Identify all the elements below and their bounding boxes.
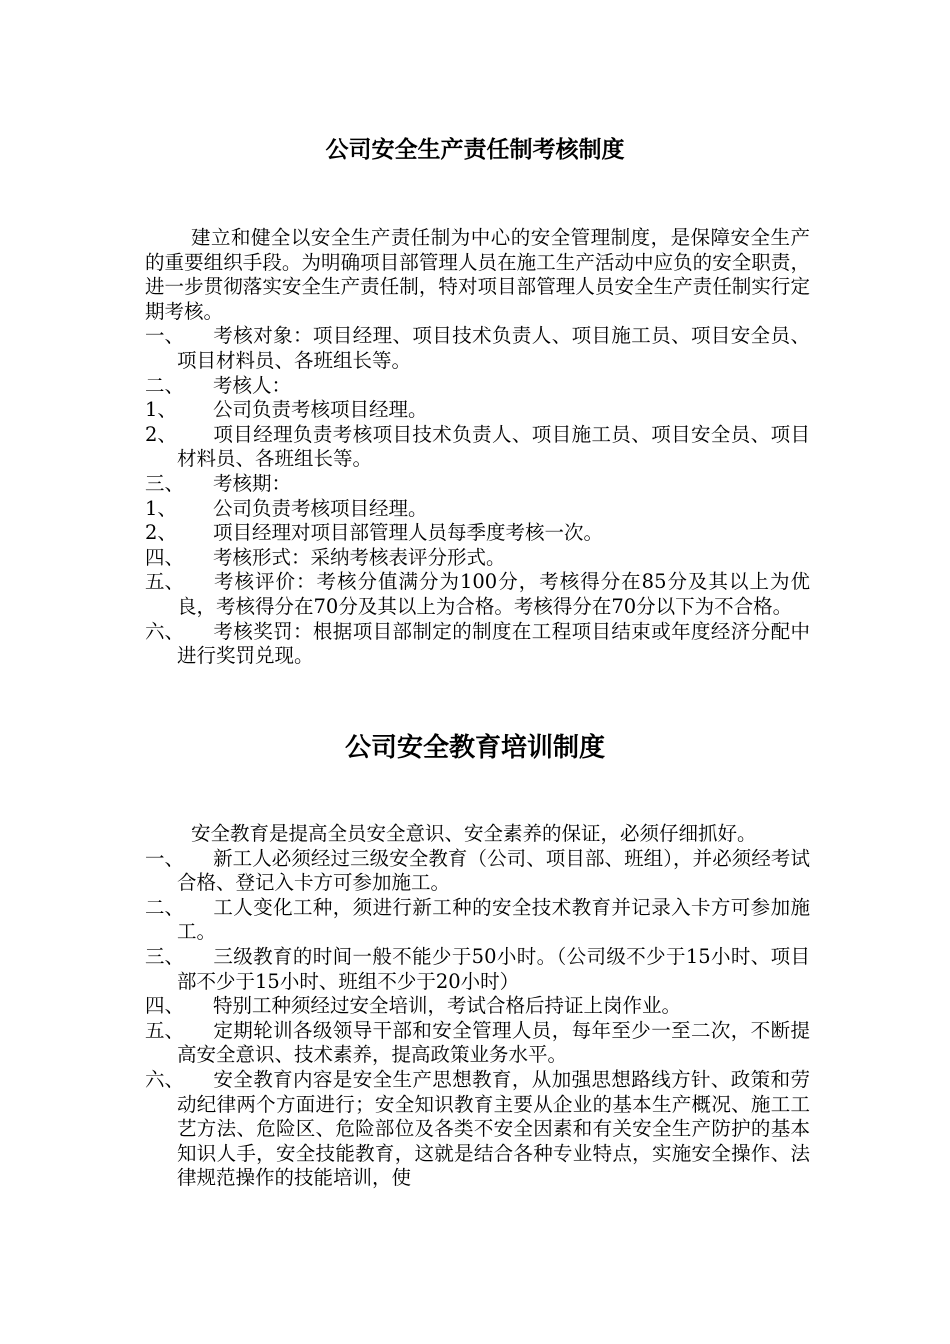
- list-item: [145, 374, 810, 399]
- item-text: 公司负责考核项目经理。: [213, 496, 428, 520]
- item-number: 四、: [145, 994, 185, 1018]
- item-number: 六、: [145, 1067, 185, 1091]
- section2-body: [145, 822, 810, 1191]
- item-text: 项目经理负责考核项目技术负责人、项目施工员、项目安全员、项目材料员、各班组长等。: [177, 422, 810, 471]
- item-number: 1、: [145, 398, 177, 422]
- item-text: 项目经理对项目部管理人员每季度考核一次。: [213, 521, 604, 545]
- item-number: 三、: [145, 471, 185, 495]
- item-number: 一、: [145, 846, 185, 870]
- item-number: 五、: [145, 1018, 185, 1042]
- section2-intro: 安全教育是提高全员安全意识、安全素养的保证，必须仔细抓好。: [191, 822, 757, 845]
- list-item: [145, 497, 810, 522]
- section1-body: [145, 226, 810, 669]
- list-item: [145, 423, 810, 472]
- list-item: [145, 994, 810, 1019]
- item-text: 考核期：: [213, 471, 292, 495]
- item-number: 2、: [145, 422, 177, 446]
- list-item: [145, 521, 810, 546]
- list-item: [145, 570, 810, 619]
- item-number: 三、: [145, 944, 185, 968]
- list-item: [145, 546, 810, 571]
- list-item: [145, 1068, 810, 1191]
- section2-title: 公司安全教育培训制度: [344, 733, 605, 763]
- item-text: 特别工种须经过安全培训，考试合格后持证上岗作业。: [213, 994, 682, 1018]
- section1-title: 公司安全生产责任制考核制度: [325, 137, 625, 163]
- item-number: 一、: [145, 324, 185, 348]
- item-text: 新工人必须经过三级安全教育（公司、项目部、班组），并必须经考试合格、登记入卡方可参加施工。: [177, 846, 810, 895]
- list-item: [145, 945, 810, 994]
- item-number: 六、: [145, 619, 185, 643]
- section1-intro: 建立和健全以安全生产责任制为中心的安全管理制度，是保障安全生产的重要组织手段。为明确项目部管理人员在施工生产活动中应负的安全职责，进一步贯彻落实安全生产责任制，特对项目部管理人员安全生产责任制实行定期考核。: [145, 226, 810, 323]
- list-item: [145, 896, 810, 945]
- item-number: 四、: [145, 545, 185, 569]
- list-item: [145, 620, 810, 669]
- item-text: 定期轮训各级领导干部和安全管理人员，每年至少一至二次，不断提高安全意识、技术素养，提高政策业务水平。: [177, 1018, 810, 1067]
- item-number: 五、: [145, 570, 185, 594]
- item-text: 工人变化工种，须进行新工种的安全技术教育并记录入卡方可参加施工。: [177, 895, 810, 944]
- list-item: [145, 472, 810, 497]
- item-text: 考核评价：考核分值满分为100分，考核得分在85分及其以上为优良，考核得分在70分及其以上为合格。考核得分在70分以下为不合格。: [177, 570, 810, 618]
- item-number: 1、: [145, 496, 177, 520]
- list-item: [145, 1019, 810, 1068]
- list-item: [145, 847, 810, 896]
- item-text: 考核形式：采纳考核表评分形式。: [213, 545, 506, 569]
- item-number: 二、: [145, 895, 185, 919]
- item-number: 二、: [145, 373, 185, 397]
- item-text: 考核奖罚：根据项目部制定的制度在工程项目结束或年度经济分配中进行奖罚兑现。: [177, 619, 810, 668]
- list-item: [145, 398, 810, 423]
- item-number: 2、: [145, 521, 177, 545]
- item-text: 考核人：: [213, 373, 292, 397]
- section1-items: [145, 324, 810, 668]
- item-text: 安全教育内容是安全生产思想教育，从加强思想路线方针、政策和劳动纪律两个方面进行；安全知识教育主要从企业的基本生产概况、施工工艺方法、危险区、危险部位及各类不安全因素和有关安全生产防护的基本知识人手，安全技能教育，这就是结合各种专业特点，实施安全操作、法律规范操作的技能培训，使: [177, 1067, 810, 1190]
- list-item: [145, 324, 810, 373]
- item-text: 考核对象：项目经理、项目技术负责人、项目施工员、项目安全员、项目材料员、各班组长等。: [177, 324, 810, 372]
- item-text: 三级教育的时间一般不能少于50小时。（公司级不少于15小时、项目部不少于15小时、班组不少于20小时）: [177, 944, 810, 993]
- section2-items: [145, 847, 810, 1191]
- item-text: 公司负责考核项目经理。: [213, 398, 428, 422]
